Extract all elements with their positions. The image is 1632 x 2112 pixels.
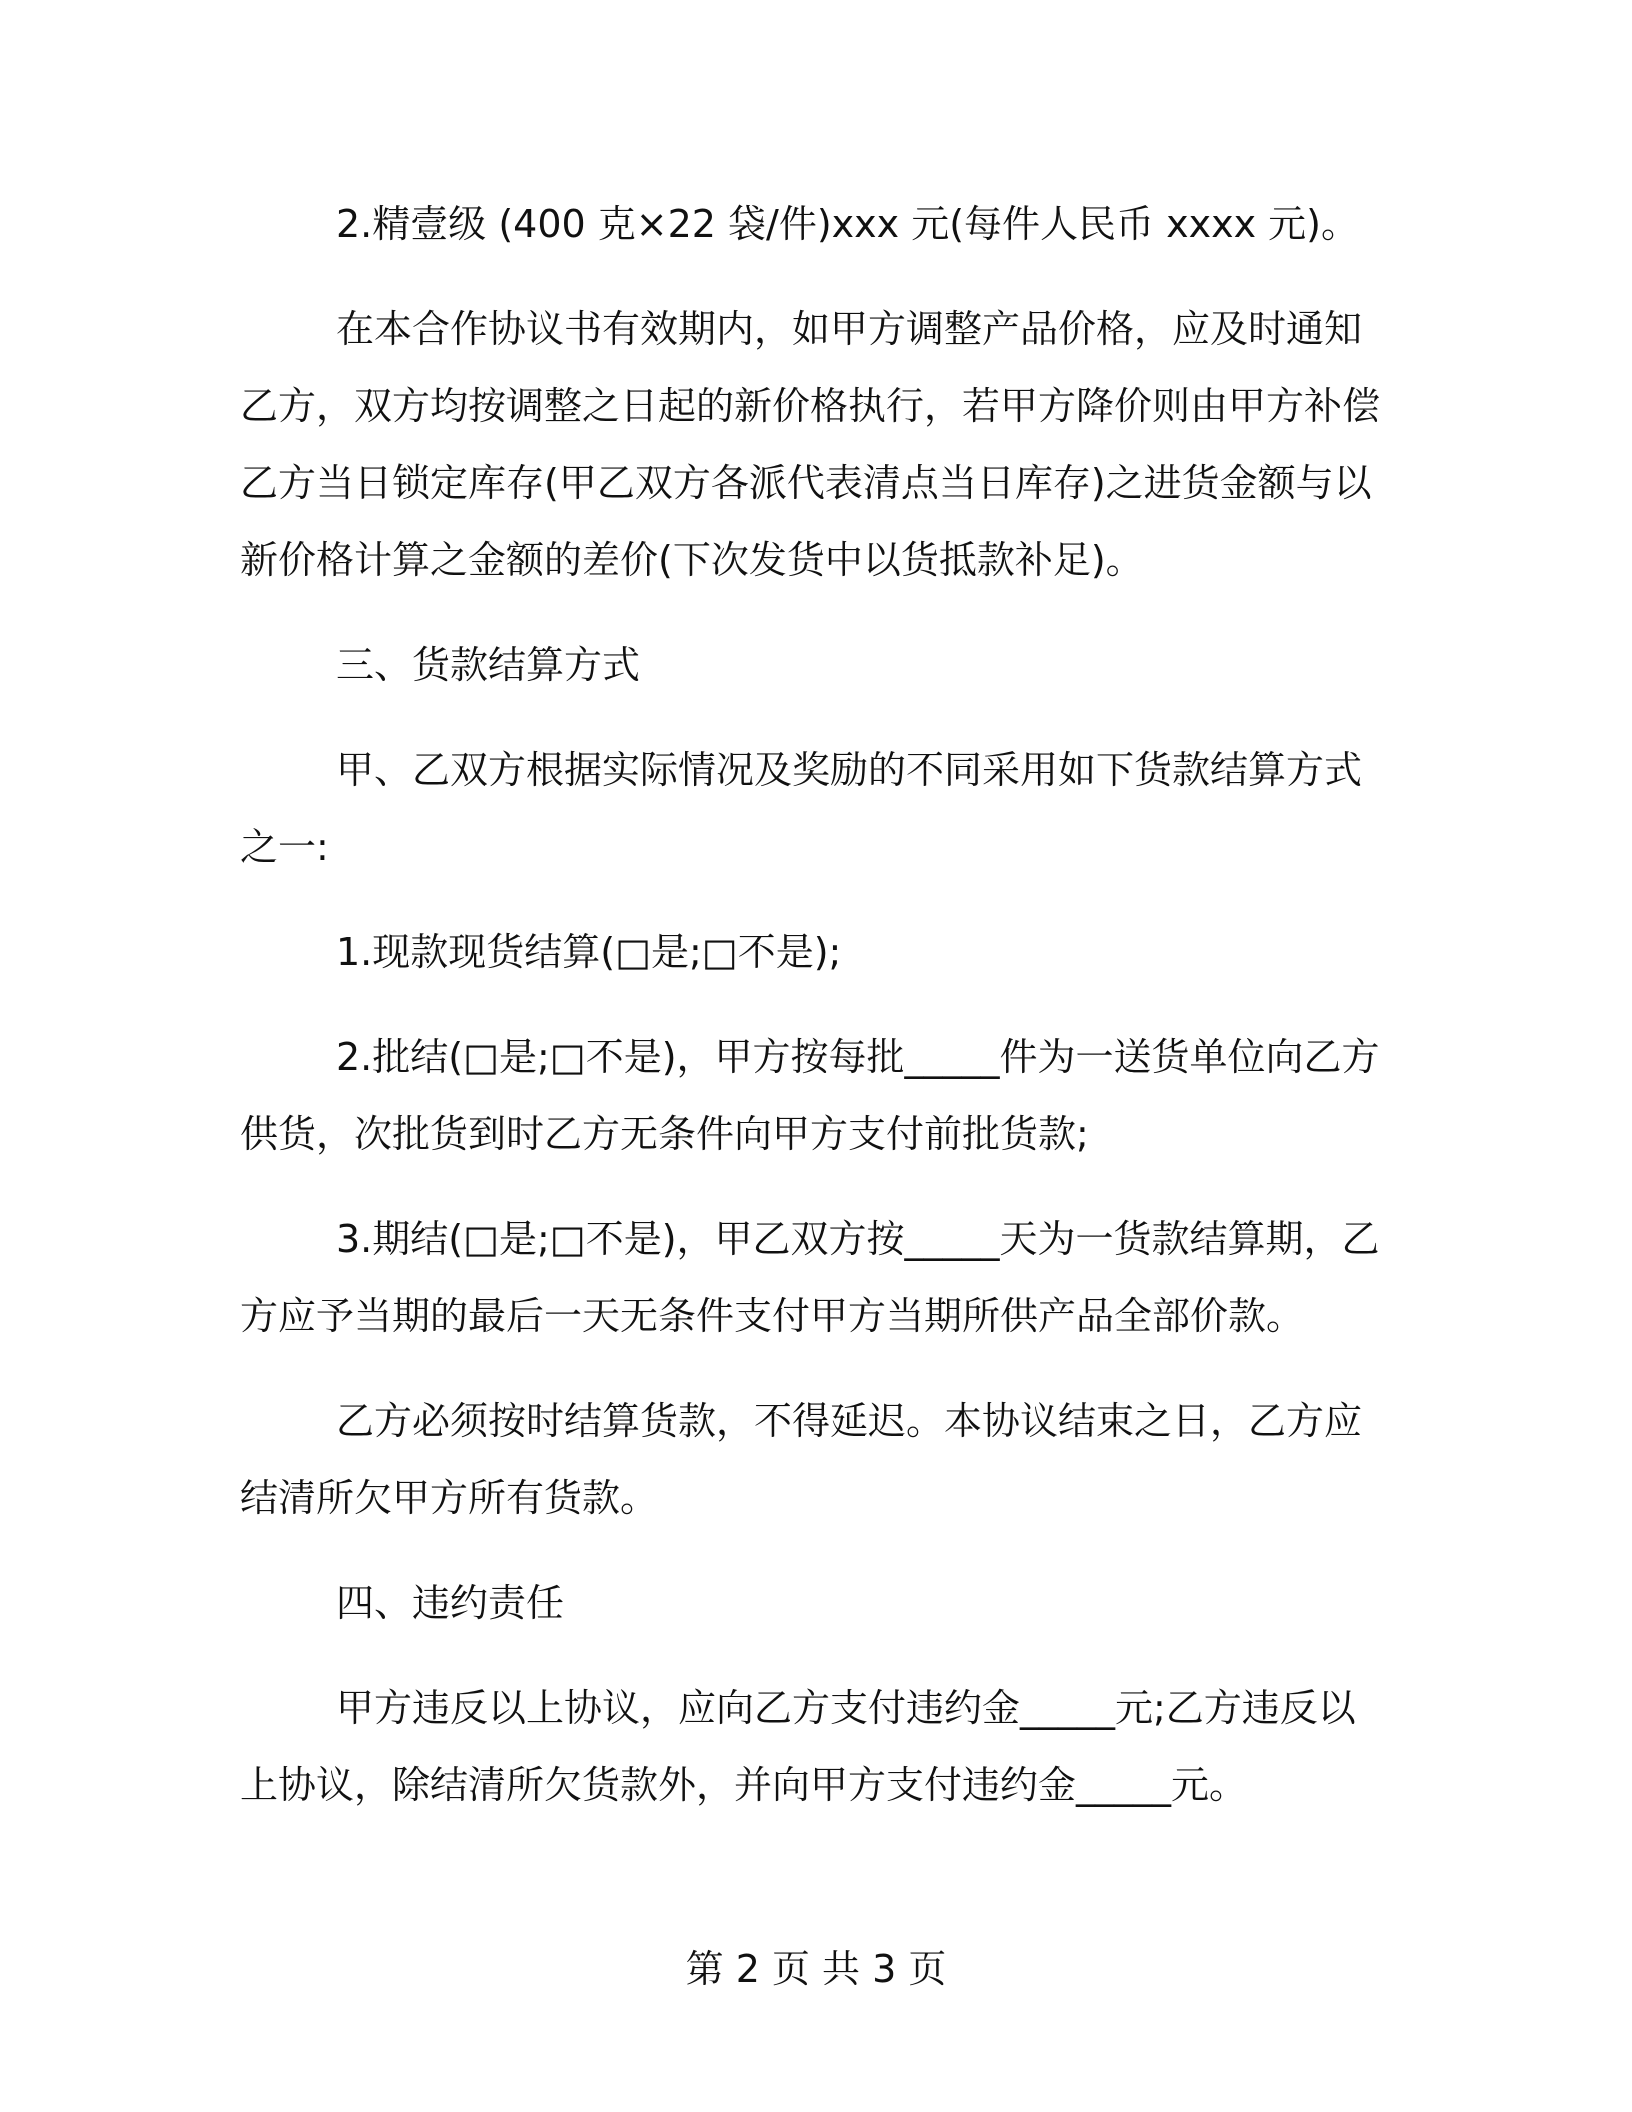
section-heading-payment: 三、货款结算方式: [336, 643, 641, 687]
page-footer: 第 2 页 共 3 页: [685, 1947, 947, 1991]
liability-paragraph: 甲方违反以上协议，应向乙方支付违约金_____元;乙方违反以上协议，除结清所欠货款外，并向甲方支付违约金_____元。: [240, 1686, 1356, 1807]
payment-option-cash: 1.现款现货结算(□是;□不是);: [336, 930, 842, 974]
payment-intro-paragraph: 甲、乙双方根据实际情况及奖励的不同采用如下货款结算方式之一:: [240, 748, 1363, 869]
price-item-paragraph: 2.精壹级 (400 克×22 袋/件)xxx 元(每件人民币 xxxx 元)。: [336, 202, 1359, 246]
payment-option-batch: 2.批结(□是;□不是)，甲方按每批_____件为一送货单位向乙方供货，次批货到时乙方无条件向甲方支付前批货款;: [240, 1035, 1380, 1156]
section-heading-liability: 四、违约责任: [336, 1581, 565, 1625]
payment-deadline-paragraph: 乙方必须按时结算货款，不得延迟。本协议结束之日，乙方应结清所欠甲方所有货款。: [240, 1399, 1363, 1520]
price-adjustment-paragraph: 在本合作协议书有效期内，如甲方调整产品价格，应及时通知乙方，双方均按调整之日起的新价格执行，若甲方降价则由甲方补偿乙方当日锁定库存(甲乙双方各派代表清点当日库存)之进货金额与以新价格计算之金额的差价(下次发货中以货抵款补足)。: [240, 307, 1381, 582]
payment-option-period: 3.期结(□是;□不是)，甲乙双方按_____天为一货款结算期，乙方应予当期的最后一天无条件支付甲方当期所供产品全部价款。: [240, 1217, 1380, 1338]
document-body: [240, 186, 1380, 1852]
